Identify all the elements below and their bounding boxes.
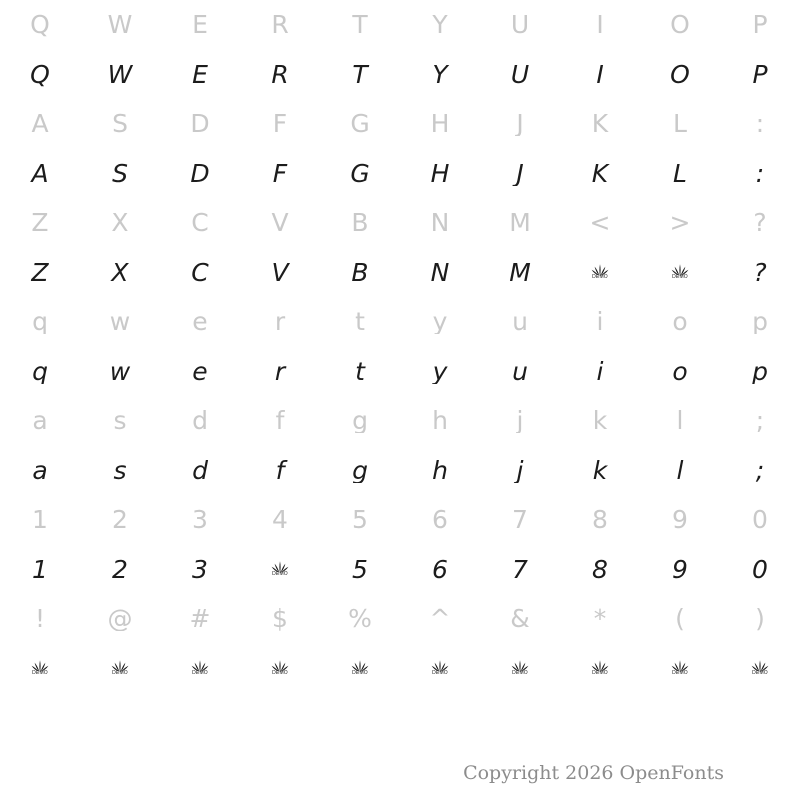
reference-row [0,594,800,644]
demo-watermark-glyph: DEMO [349,659,371,681]
reference-glyph: w [109,309,131,335]
sample-glyph: ? [753,259,767,285]
reference-glyph: U [510,12,530,38]
reference-glyph: t [355,309,365,335]
reference-glyph: ! [34,606,46,632]
reference-glyph: o [672,309,688,335]
reference-glyph: # [189,606,211,632]
sample-row [0,50,800,100]
sample-glyph: 5 [352,556,368,582]
sample-glyph: T [352,61,368,87]
reference-glyph: g [352,408,368,434]
reference-glyph: p [752,309,768,335]
reference-row [0,495,800,545]
sample-glyph: t [355,358,365,384]
reference-glyph: 4 [272,507,288,533]
demo-watermark-icon [640,656,720,681]
reference-row [0,396,800,446]
reference-glyph: 3 [192,507,208,533]
sample-glyph: y [432,358,448,384]
sample-glyph: S [112,160,128,186]
sample-glyph: L [673,160,687,186]
reference-glyph: % [348,606,372,632]
reference-glyph: M [509,210,531,236]
sample-glyph: q [32,358,48,384]
reference-glyph: V [271,210,289,236]
sample-glyph: : [755,160,765,186]
sample-glyph: N [430,259,450,285]
reference-glyph: ^ [429,606,451,632]
sample-glyph: 1 [32,556,48,582]
reference-glyph: H [430,111,450,137]
reference-glyph: K [591,111,609,137]
reference-glyph: 7 [512,507,528,533]
sample-glyph: l [676,457,684,483]
sample-glyph: X [111,259,129,285]
reference-glyph: P [752,12,768,38]
sample-glyph: O [670,61,690,87]
reference-row [0,99,800,149]
demo-watermark-glyph: DEMO [269,659,291,681]
reference-glyph: ( [675,606,685,632]
sample-glyph: a [32,457,48,483]
reference-glyph: Y [432,12,448,38]
sample-glyph: D [190,160,210,186]
sample-glyph: F [272,160,288,186]
sample-glyph: f [275,457,285,483]
sample-glyph: Q [30,61,50,87]
reference-glyph: X [111,210,129,236]
reference-glyph: 6 [432,507,448,533]
reference-glyph: D [190,111,210,137]
reference-row [0,297,800,347]
demo-watermark-icon [560,260,640,285]
demo-watermark-icon [80,656,160,681]
demo-watermark-icon [240,656,320,681]
demo-watermark-glyph: DEMO [669,263,691,285]
reference-glyph: h [432,408,448,434]
reference-glyph: > [669,210,691,236]
sample-glyph: B [351,259,369,285]
sample-glyph: A [31,160,49,186]
reference-glyph: @ [107,606,133,632]
reference-glyph: 5 [352,507,368,533]
reference-row [0,198,800,248]
demo-watermark-icon [720,656,800,681]
sample-glyph: I [596,61,604,87]
demo-watermark-glyph: DEMO [189,659,211,681]
sample-glyph: j [516,457,524,483]
sample-glyph: 2 [112,556,128,582]
reference-glyph: T [352,12,368,38]
reference-glyph: ? [753,210,767,236]
demo-watermark-glyph: DEMO [589,659,611,681]
sample-row [0,644,800,694]
reference-glyph: N [430,210,450,236]
sample-glyph: 7 [512,556,528,582]
reference-glyph: A [31,111,49,137]
sample-row [0,446,800,496]
reference-glyph: q [32,309,48,335]
sample-row [0,149,800,199]
reference-glyph: I [596,12,604,38]
reference-glyph: E [192,12,208,38]
reference-glyph: y [432,309,448,335]
reference-glyph: O [670,12,690,38]
demo-watermark-icon [480,656,560,681]
sample-glyph: W [107,61,133,87]
reference-glyph: e [192,309,208,335]
reference-glyph: k [592,408,608,434]
demo-watermark-glyph: DEMO [109,659,131,681]
reference-glyph: f [275,408,285,434]
reference-glyph: j [516,408,524,434]
sample-glyph: K [591,160,609,186]
sample-glyph: u [512,358,528,384]
reference-glyph: l [676,408,684,434]
reference-glyph: < [589,210,611,236]
reference-glyph: s [113,408,127,434]
demo-watermark-glyph: DEMO [429,659,451,681]
sample-glyph: G [350,160,370,186]
sample-glyph: ; [755,457,765,483]
sample-glyph: 6 [432,556,448,582]
sample-row [0,248,800,298]
reference-glyph: * [593,606,607,632]
sample-glyph: p [752,358,768,384]
reference-glyph: J [516,111,524,137]
reference-glyph: S [112,111,128,137]
demo-watermark-icon [320,656,400,681]
reference-glyph: ; [755,408,765,434]
reference-glyph: Z [31,210,49,236]
sample-glyph: i [596,358,604,384]
sample-glyph: 9 [672,556,688,582]
reference-glyph: r [274,309,286,335]
sample-glyph: h [432,457,448,483]
sample-glyph: P [752,61,768,87]
sample-glyph: k [592,457,608,483]
reference-glyph: 0 [752,507,768,533]
reference-glyph: B [351,210,369,236]
reference-glyph: d [192,408,208,434]
reference-glyph: u [512,309,528,335]
demo-watermark-icon [640,260,720,285]
reference-glyph: R [271,12,289,38]
reference-glyph: Q [30,12,50,38]
sample-glyph: r [274,358,286,384]
reference-glyph: G [350,111,370,137]
sample-glyph: 3 [192,556,208,582]
demo-watermark-glyph: DEMO [509,659,531,681]
reference-row [0,0,800,50]
sample-glyph: d [192,457,208,483]
sample-glyph: 8 [592,556,608,582]
reference-glyph: L [673,111,687,137]
reference-glyph: W [107,12,133,38]
reference-glyph: 8 [592,507,608,533]
footer [0,762,800,784]
demo-watermark-glyph: DEMO [29,659,51,681]
demo-watermark-icon [0,656,80,681]
reference-glyph: $ [272,606,288,632]
sample-row [0,545,800,595]
sample-glyph: V [271,259,289,285]
sample-glyph: J [516,160,524,186]
sample-glyph: s [113,457,127,483]
demo-watermark-glyph: DEMO [269,560,291,582]
sample-glyph: H [430,160,450,186]
sample-glyph: Y [432,61,448,87]
sample-row [0,347,800,397]
demo-watermark-icon [240,557,320,582]
demo-watermark-glyph: DEMO [669,659,691,681]
sample-glyph: Z [31,259,49,285]
reference-glyph: 1 [32,507,48,533]
reference-glyph: & [510,606,530,632]
reference-glyph: C [191,210,209,236]
reference-glyph: : [755,111,765,137]
demo-watermark-glyph: DEMO [749,659,771,681]
reference-glyph: a [32,408,48,434]
sample-glyph: e [192,358,208,384]
sample-glyph: U [510,61,530,87]
demo-watermark-icon [400,656,480,681]
sample-glyph: C [191,259,209,285]
sample-glyph: w [109,358,131,384]
reference-glyph: 2 [112,507,128,533]
sample-glyph: o [672,358,688,384]
demo-watermark-icon [560,656,640,681]
copyright-text: Copyright 2026 OpenFonts [463,762,724,784]
sample-glyph: M [509,259,531,285]
reference-glyph: i [596,309,604,335]
sample-glyph: g [352,457,368,483]
sample-glyph: 0 [752,556,768,582]
sample-glyph: R [271,61,289,87]
demo-watermark-icon [160,656,240,681]
reference-glyph: 9 [672,507,688,533]
reference-glyph: F [272,111,288,137]
sample-glyph: E [192,61,208,87]
demo-watermark-glyph: DEMO [589,263,611,285]
reference-glyph: ) [755,606,765,632]
